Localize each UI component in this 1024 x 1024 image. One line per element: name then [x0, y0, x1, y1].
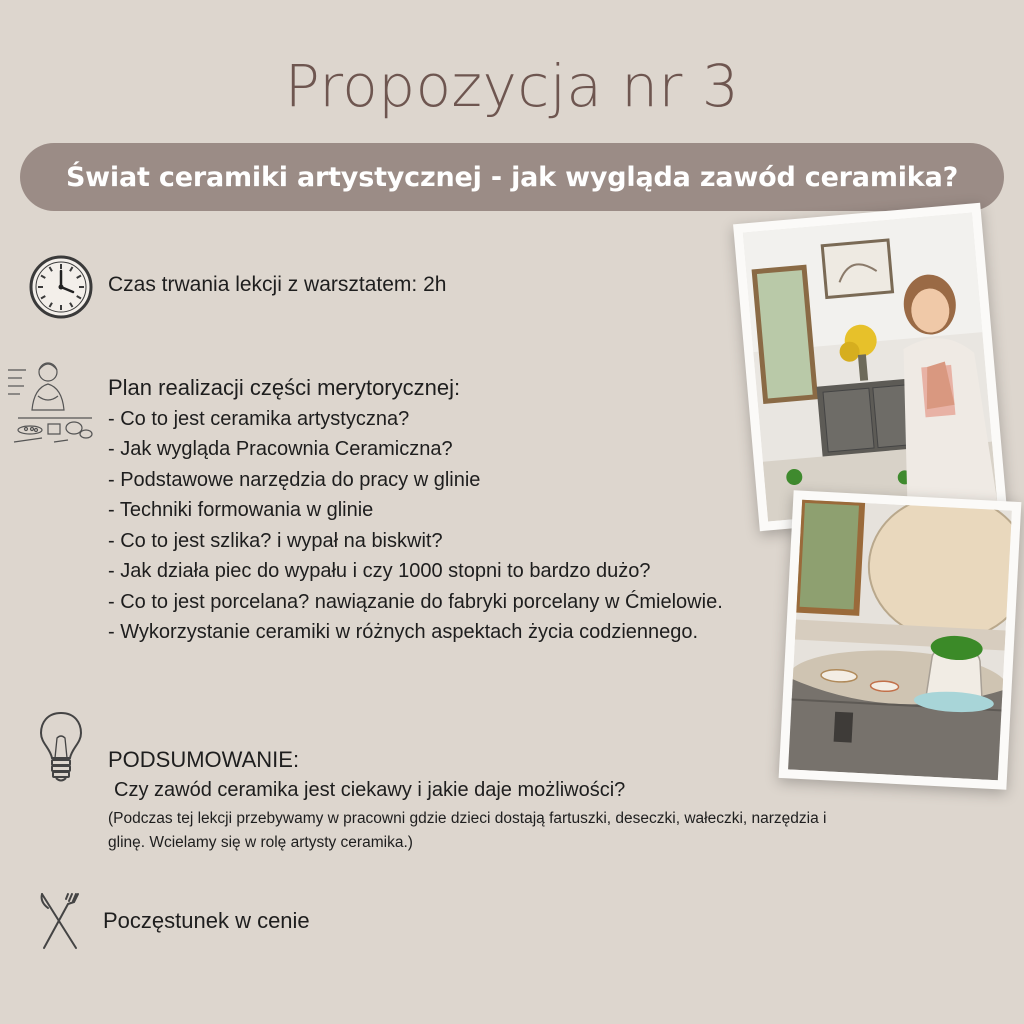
summary-heading: PODSUMOWANIE: [108, 747, 300, 772]
duration-text: Czas trwania lekcji z warsztatem: 2h [108, 273, 447, 296]
plan-item: - Wykorzystanie ceramiki w różnych aspektach życia codziennego. [108, 621, 699, 643]
plan-item: - Co to jest szlika? i wypał na biskwit? [108, 529, 443, 552]
plan-item: - Jak wygląda Pracownia Ceramiczna? [108, 438, 453, 460]
refreshments-text: Poczęstunek w cenie [103, 908, 310, 933]
plan-heading: Plan realizacji części merytorycznej: [108, 375, 461, 400]
plan-section [108, 373, 748, 648]
clock-icon [28, 254, 94, 325]
plan-item: - Jak działa piec do wypału i czy 1000 stopni to bardzo dużo? [108, 560, 651, 582]
lightbulb-icon [38, 710, 84, 789]
subtitle-text: Świat ceramiki artystycznej - jak wygląda zawód ceramika? [65, 161, 959, 193]
subtitle-banner [20, 143, 1004, 211]
summary-section [108, 745, 828, 855]
fork-knife-icon [38, 892, 82, 955]
summary-question: Czy zawód ceramika jest ciekawy i jakie daje możliwości? [114, 779, 626, 801]
ceramicist-icon [8, 358, 96, 455]
photo-ceramic-kiln [779, 490, 1022, 790]
photo-girl-in-studio [733, 203, 1007, 531]
plan-item: - Techniki formowania w glinie [108, 499, 374, 521]
plan-item: - Podstawowe narzędzia do pracy w glinie [108, 468, 481, 491]
plan-item: - Co to jest porcelana? nawiązanie do fabryki porcelany w Ćmielowie. [108, 590, 723, 613]
plan-item: - Co to jest ceramika artystyczna? [108, 407, 410, 430]
summary-note: (Podczas tej lekcji przebywamy w pracowni gdzie dzieci dostają fartuszki, deseczki, wałeczki, narzędzia i glinę. Wcielamy się w rolę artysty ceramika.) [108, 810, 827, 851]
page-title: Propozycja nr 3 [284, 52, 740, 120]
